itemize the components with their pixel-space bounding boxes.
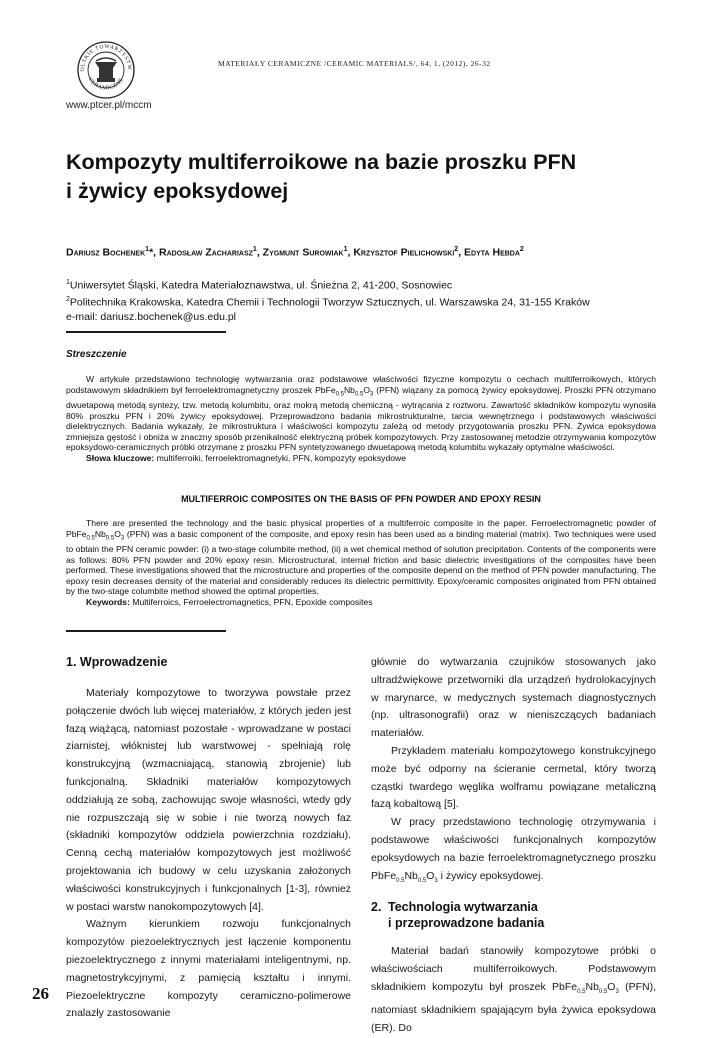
author-name: Radosław Zachariasz	[159, 246, 253, 259]
divider	[66, 630, 226, 632]
author-affiliation-mark: 1	[252, 246, 257, 253]
abstract-en	[66, 518, 656, 607]
section-heading-introduction: 1. Wprowadzenie	[66, 655, 168, 669]
paragraph: głównie do wytwarzania czujników stosowanych jako ultradźwiękowe przetworniki dla urządzeń hydrolokacyjnych w marynarce, w medycznych systemach diagnostycznych (np. ultrasonografii) oraz w nieniszczących badaniach materiałów.	[371, 656, 656, 740]
affiliations	[66, 276, 666, 325]
author-affiliation-mark: 1	[343, 246, 348, 253]
page-number: 26	[32, 984, 49, 1003]
abstract-heading: Streszczenie	[66, 349, 127, 360]
society-logo	[66, 38, 146, 100]
author-name: Edyta Hebda	[464, 246, 520, 259]
title-line-2: i żywicy epoksydowej	[66, 179, 289, 203]
logo-text-bottom: CERAMICZNE	[86, 76, 126, 92]
affiliation-line: $^1$Uniwersytet Śląski, Katedra Materiałoznawstwa, ul. Śnieżna 2, 41-200, Sosnowiec	[66, 279, 453, 292]
author-name: Zygmunt Surowiak	[262, 246, 344, 259]
keywords-pl: Słowa kluczowe: multiferroiki, ferroelektromagnetyki, PFN, kompozyty epoksydowe	[86, 452, 406, 463]
paragraph: Materiały kompozytowe to tworzywa powstałe przez połączenie dwóch lub więcej materiałów, z których jeden jest fazą wiążącą, natomiast pozostałe - wprowadzane w postaci ziarnistej, włóknistej lub warstwowej - spełniają rolę konstrukcyjną (wzmacniającą, stanowią zbrojenie) lub funkcjonalną. Składniki materiałów kompozytowych oddziałują ze sobą, zachowując swoje własności, wtedy gdy nie rozpuszczają się w sobie i nie tworzą nowych faz (składniki kompozytów oddziela powierzchnia rozdziału). Cenną cechą materiałów kompozytowych jest możliwość projektowania ich budowy w celu uzyskania założonych właściwości konstrukcyjnych i funkcjonalnych [1-3], również w postaci warstw nanokompozytowych [4].	[66, 687, 351, 913]
keywords-en: Keywords: Multiferroics, Ferroelectromagnetics, PFN, Epoxide composites	[86, 596, 373, 607]
article-title	[66, 148, 666, 206]
title-line-1: Kompozyty multiferroikowe na bazie proszku PFN	[66, 150, 577, 174]
english-title: MULTIFERROIC COMPOSITES ON THE BASIS OF PFN POWDER AND EPOXY RESIN	[181, 494, 541, 504]
abstract-pl-text: W artykule przedstawiono technologię wytwarzania oraz podstawowe właściwości fizyczne kompozytu o cechach multiferroikowych, których podstawowym składnikiem był ferroelektromagnetyczny proszek $PbFe_{0.5}Nb_{0.5}O_3$ (PFN) wiązany za pomocą żywicy epoksydowej. Proszki PFN otrzymano dwuetapową metodą syntezy, tzw. metodą kolumbitu, oraz mokrą metodą chemiczną - wytrącania z roztworu. Zawartość składników kompozytu wynosiła 80% proszku PFN i 20% żywicy epoksydowej. Przeprowadzono badania mikrostrukturalne, tarcia wewnętrznego i podstawowych właściwości dielektrycznych. Badania wykazały, że mikrostruktura i właściwości kompozytu zależą od metody przygotowania proszku PFN. Żywica epoksydowa zmniejsza gęstość i obniża w znaczny sposób przenikalność elektryczną próbek kompozytowych. Przy zastosowanej metodzie otrzymywania kompozytów epoksydowo-ceramicznych próbki otrzymane z proszku PFN syntetyzowanego dwuetapową metodą kolumbitu wykazały optymalne właściwości.	[66, 374, 657, 453]
journal-url[interactable]: www.ptcer.pl/mccm	[66, 100, 152, 111]
paragraph: W pracy przedstawiono technologię otrzymywania i podstawowe właściwości funkcjonalnych kompozytów epoksydowych na bazie ferroelektromagnetycznego proszku $PbFe_{0.5}Nb_{0.5}O_3$ i żywicy epoksydowej.	[371, 816, 656, 884]
author-affiliation-mark: 1	[145, 246, 150, 253]
section-heading-technology: 2. Technologia wytwarzania i przeprowadzone badania	[371, 900, 545, 931]
affiliation-line: $^2$Politechnika Krakowska, Katedra Chemii i Technologii Tworzyw Sztucznych, ul. Warszawska 24, 31-155 Kraków	[66, 296, 590, 309]
body-column-right	[371, 654, 656, 1038]
author-affiliation-mark: 2	[454, 246, 459, 253]
body-column-left	[66, 654, 351, 1023]
journal-reference: MATERIAŁY CERAMICZNE /CERAMIC MATERIALS/, 64, 1, (2012), 26-32	[218, 59, 491, 68]
author-list: Dariusz Bochenek$^1$*, Radosław Zachariasz$^1$, Zygmunt Surowiak$^1$, Krzysztof Pielichowski$^2$, Edyta Hebda$^2$	[66, 246, 524, 259]
logo-text-top: OLSKIE TOWARZYSTW	[79, 43, 133, 72]
author-affiliation-mark: 2	[519, 246, 524, 253]
corresponding-author-mark: *	[149, 246, 154, 259]
author-name: Dariusz Bochenek	[66, 246, 146, 259]
divider	[66, 331, 226, 333]
abstract-en-text: There are presented the technology and the basic physical properties of a multiferroic composite in the paper. Ferroelectromagnetic powder of $PbFe_{0.5}Nb_{0.5}O_3$ (PFN) was a basic component of the composite, and epoxy resin has been used as a binding material (matrix). Two techniques were used to obtain the PFN ceramic powder: (i) a two-stage columbite method, (ii) a wet chemical method of solution precipitation. Contents of the components were as follows: 80% PFN powder and 20% epoxy resin. Microstructural, internal friction and basic dielectric investigations of the composites have been performed. These investigations showed that the microstructure and properties of the composite depend on the method of PFN powder manufacturing. The epoxy resin decreases density of the material and considerably reduces its dielectric permittivity. Epoxy/ceramic composites originated from PFN obtained by the two-stage columbite method showed the optimal properties.	[66, 518, 656, 597]
abstract-pl	[66, 374, 656, 463]
paragraph: Przykładem materiału kompozytowego konstrukcyjnego może być odporny na ścieranie cermetal, który tworzą cząstki twardego węglika wolframu powiązane metaliczną fazą kobaltową [5].	[371, 744, 656, 811]
paragraph: Materiał badań stanowiły kompozytowe próbki o właściwościach multiferroikowych. Podstawowym składnikiem kompozytu był proszek $PbFe_{0.5}Nb_{0.5}O_3$ (PFN), natomiast składnikiem spajającym była żywica epoksydowa (ER). Do	[371, 945, 656, 1034]
contact-email[interactable]: e-mail: dariusz.bochenek@us.edu.pl	[66, 311, 236, 323]
author-name: Krzysztof Pielichowski	[353, 246, 455, 259]
paragraph: Ważnym kierunkiem rozwoju funkcjonalnych kompozytów piezoelektrycznych jest łączenie komponentu piezoelektrycznego z innymi materiałami inteligentnymi, np. magnetostrykcyjnymi, z pamięcią kształtu i innymi. Piezoelektryczne kompozyty ceramiczno-polimerowe znalazły zastosowanie	[66, 918, 351, 1020]
